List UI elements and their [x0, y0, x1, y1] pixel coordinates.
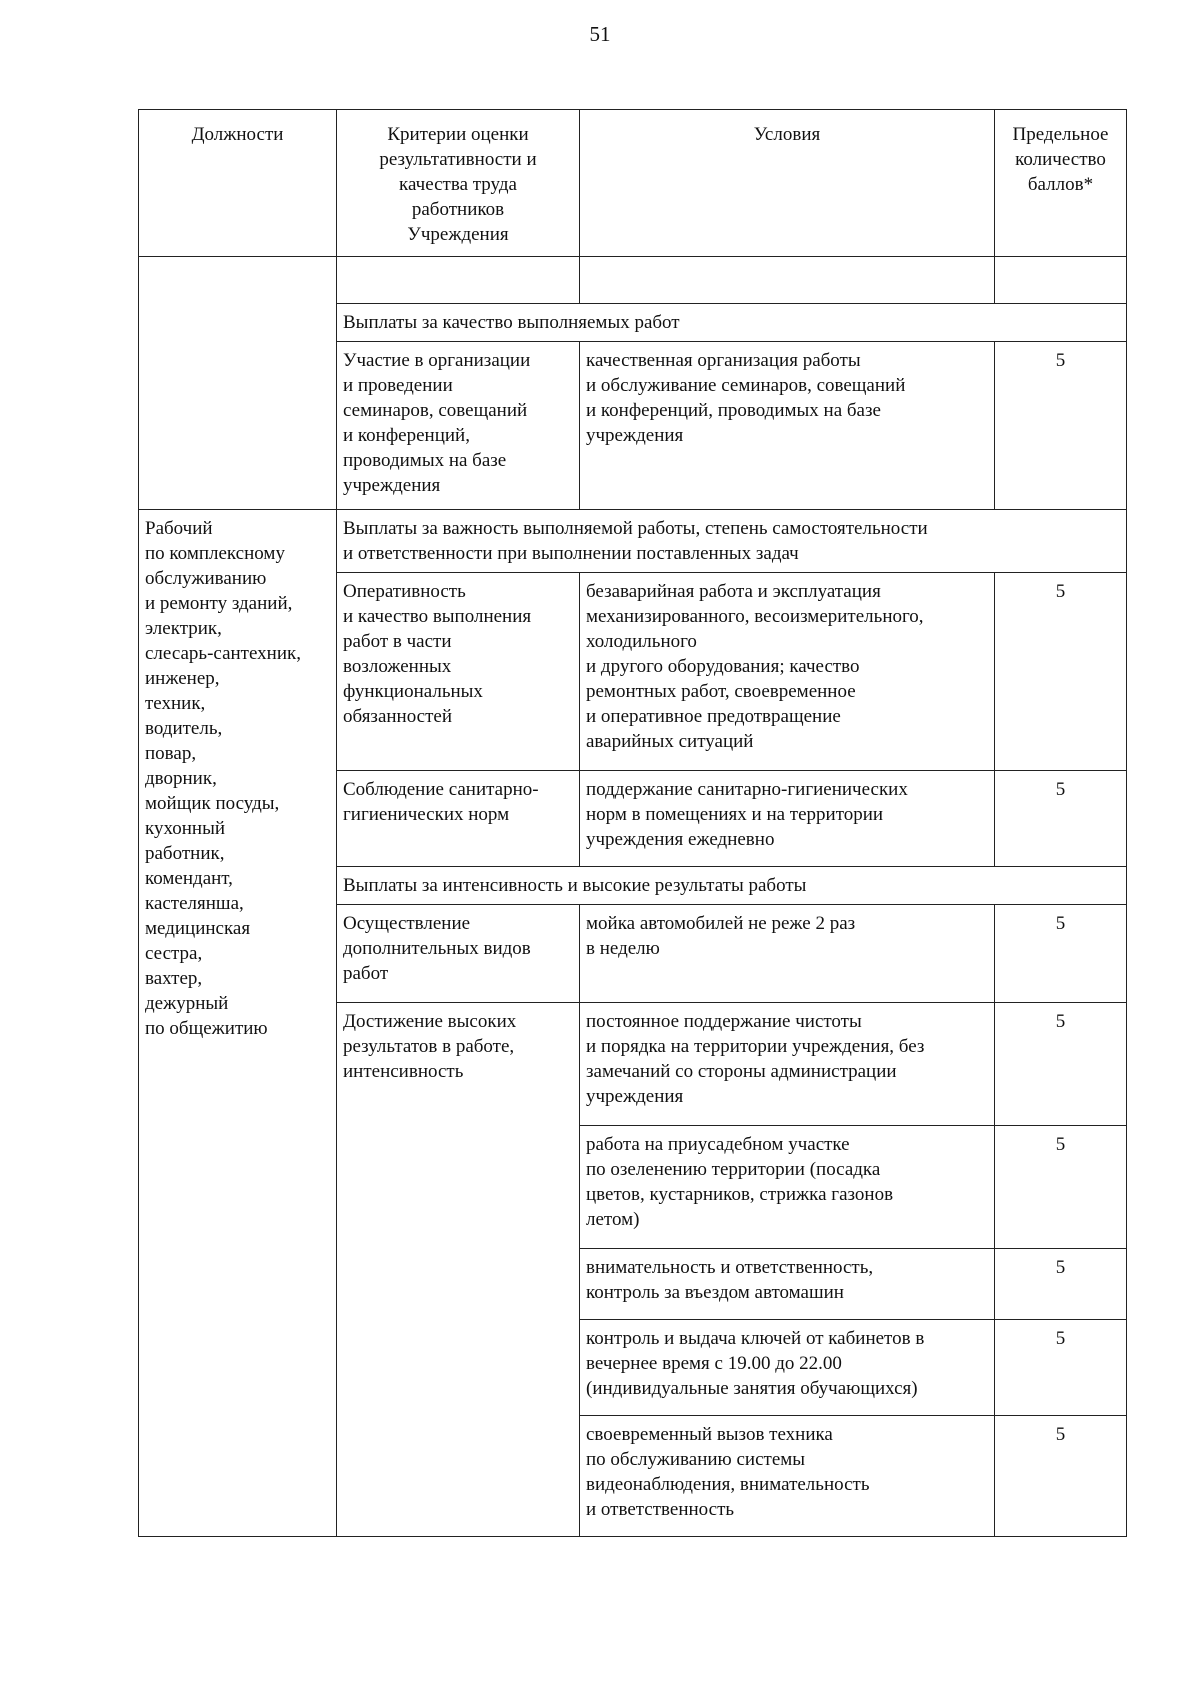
table-row-empty — [139, 257, 1127, 304]
criterion-cell: Достижение высоких результатов в работе, интенсивность — [337, 1003, 580, 1537]
points-cell: 5 — [995, 1126, 1127, 1249]
table-cell — [580, 257, 995, 304]
condition-cell: контроль и выдача ключей от кабинетов в вечернее время с 19.00 до 22.00 (индивидуальные занятия обучающихся) — [580, 1320, 995, 1416]
header-position: Должности — [139, 110, 337, 257]
header-conditions: Условия — [580, 110, 995, 257]
criterion-cell: Оперативность и качество выполнения работ в части возложенных функциональных обязанностей — [337, 573, 580, 771]
condition-cell: качественная организация работы и обслуживание семинаров, совещаний и конференций, проводимых на базе учреждения — [580, 342, 995, 510]
condition-cell: поддержание санитарно-гигиенических норм в помещениях и на территории учреждения ежедневно — [580, 771, 995, 867]
condition-cell: работа на приусадебном участке по озеленению территории (посадка цветов, кустарников, стрижка газонов летом) — [580, 1126, 995, 1249]
points-cell: 5 — [995, 1320, 1127, 1416]
criterion-cell: Участие в организации и проведении семинаров, совещаний и конференций, проводимых на базе учреждения — [337, 342, 580, 510]
section-importance: Выплаты за важность выполняемой работы, степень самостоятельности и ответственности при выполнении поставленных задач — [337, 510, 1127, 573]
points-cell: 5 — [995, 905, 1127, 1003]
positions-cell: Рабочий по комплексному обслуживанию и ремонту зданий, электрик, слесарь-сантехник, инженер, техник, водитель, повар, дворник, мойщик посуды, кухонный работник, комендант, кастелянша, медицинская сестра, вахтер, дежурный по общежитию — [139, 510, 337, 1537]
section-intensity: Выплаты за интенсивность и высокие результаты работы — [337, 867, 1127, 905]
criterion-cell: Соблюдение санитарно- гигиенических норм — [337, 771, 580, 867]
header-max-points: Предельное количество баллов* — [995, 110, 1127, 257]
criteria-table — [138, 109, 1127, 1537]
table-header-row — [139, 110, 1127, 257]
points-cell: 5 — [995, 342, 1127, 510]
header-criteria: Критерии оценки результативности и качества труда работников Учреждения — [337, 110, 580, 257]
criterion-cell: Осуществление дополнительных видов работ — [337, 905, 580, 1003]
points-cell: 5 — [995, 573, 1127, 771]
condition-cell: своевременный вызов техника по обслуживанию системы видеонаблюдения, внимательность и ответственность — [580, 1416, 995, 1537]
section-quality: Выплаты за качество выполняемых работ — [337, 304, 1127, 342]
points-cell: 5 — [995, 1003, 1127, 1126]
section-row-importance — [139, 510, 1127, 573]
condition-cell: внимательность и ответственность, контроль за въездом автомашин — [580, 1249, 995, 1320]
condition-cell: постоянное поддержание чистоты и порядка на территории учреждения, без замечаний со стороны администрации учреждения — [580, 1003, 995, 1126]
table-cell — [995, 257, 1127, 304]
condition-cell: безаварийная работа и эксплуатация механизированного, весоизмерительного, холодильного и другого оборудования; качество ремонтных работ, своевременное и оперативное предотвращение аварийных ситуаций — [580, 573, 995, 771]
table-cell — [337, 257, 580, 304]
page-number: 51 — [589, 22, 611, 46]
points-cell: 5 — [995, 771, 1127, 867]
condition-cell: мойка автомобилей не реже 2 раз в неделю — [580, 905, 995, 1003]
position-cell-empty — [139, 257, 337, 510]
points-cell: 5 — [995, 1416, 1127, 1537]
points-cell: 5 — [995, 1249, 1127, 1320]
